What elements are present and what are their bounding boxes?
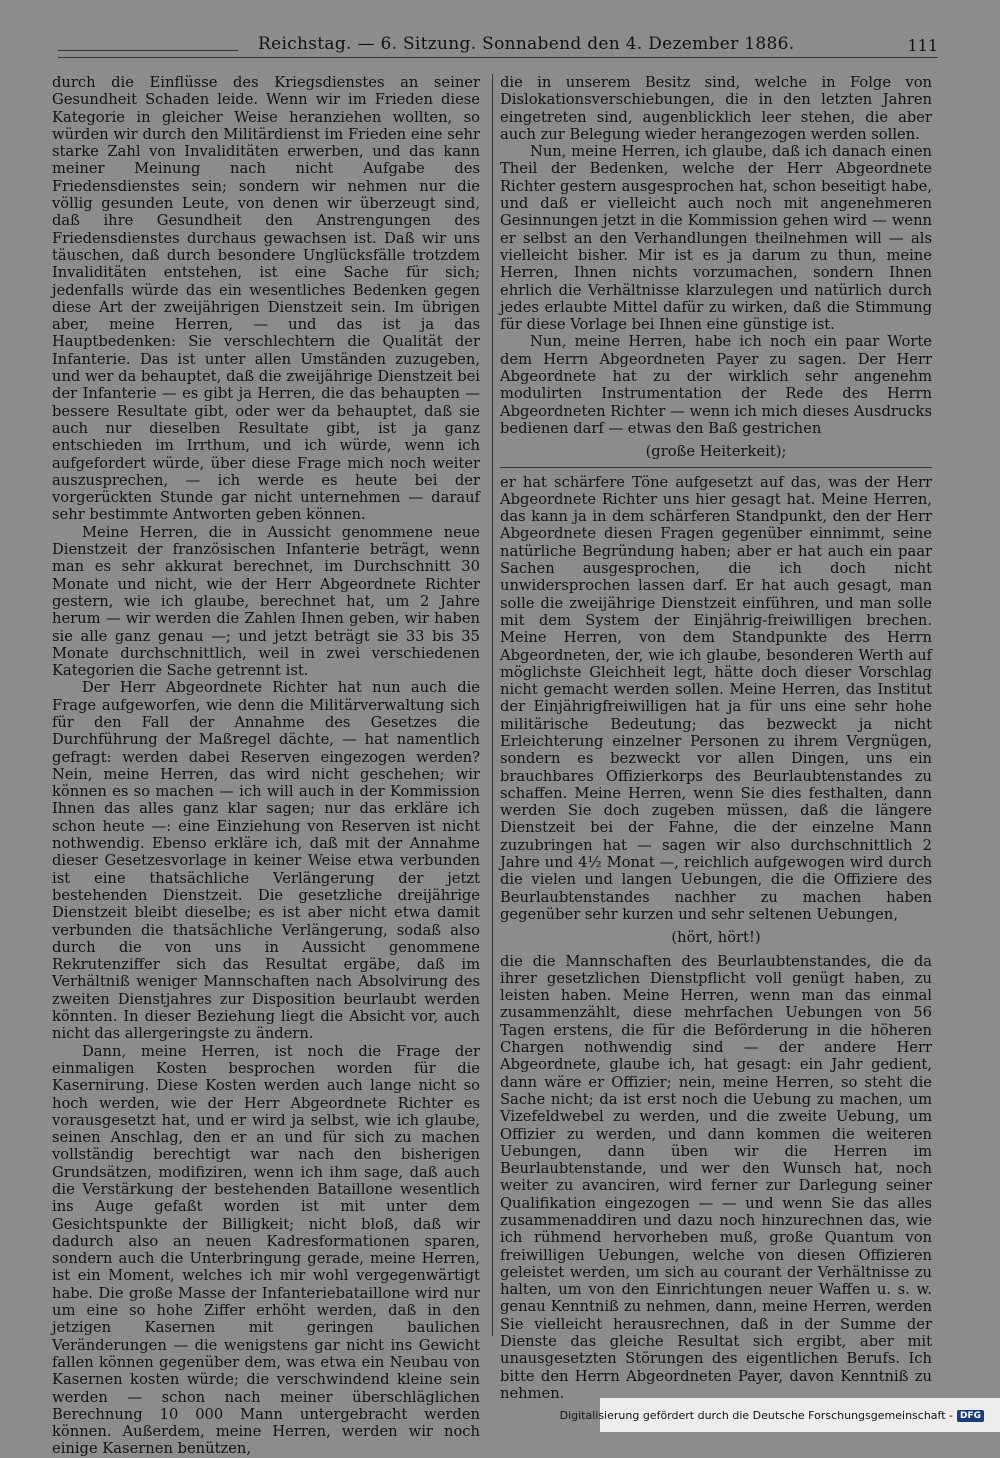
footer-text: Digitalisierung gefördert durch die Deutsche Forschungsgemeinschaft - — [559, 1409, 953, 1422]
interjection: (hört, hört!) — [671, 929, 761, 947]
dfg-logo: DFG — [957, 1410, 984, 1422]
paragraph: Nun, meine Herren, habe ich noch ein paar Worte dem Herrn Abgeordneten Payer zu sagen. Der Herr Abgeordnete hat zu der wirklich sehr angenehm modulirten Instrumentation der Rede des Herrn Abgeordneten Richter — wenn ich mich dieses Ausdrucks bedienen darf — etwas den Baß gestrichen — [500, 333, 932, 437]
column-divider — [492, 74, 493, 1336]
paragraph: Nun, meine Herren, ich glaube, daß ich danach einen Theil der Bedenken, welche der Herr Abgeordnete Richter gestern ausgesprochen hat, schon beseitigt habe, und daß er vielleicht auch noch mit angenehmeren Gesinnungen jetzt in die Kommission gehen wird — wenn er selbst an den Verhandlungen theilnehmen will — als vielleicht bisher. Mir ist es ja darum zu thun, meine Herren, Ihnen nichts vorzumachen, sondern Ihnen ehrlich die Verhältnisse klarzulegen und natürlich durch jedes erlaubte Mittel dafür zu wirken, daß die Stimmung für diese Vorlage bei Ihnen eine günstige ist. — [500, 143, 932, 334]
paragraph: Der Herr Abgeordnete Richter hat nun auch die Frage aufgeworfen, wie denn die Militärverwaltung sich für den Fall der Annahme des Gesetzes die Durchführung der Maßregel dächte, — hat namentlich gefragt: werden dabei Reserven eingezogen werden? Nein, meine Herren, das wird nicht geschehen; wir können es so machen — ich will auch in der Kommission Ihnen das alles ganz klar sagen; nur das erkläre ich schon heute —: eine Einziehung von Reserven ist nicht nothwendig. Ebenso erkläre ich, daß mit der Annahme dieser Gesetzesvorlage in keiner Weise etwa verbunden ist eine thatsächliche Verlängerung der jetzt bestehenden Dienstzeit. Die gesetzliche dreijährige Dienstzeit bleibt dieselbe; es ist aber nicht etwa damit verbunden die thatsächliche Verlängerung, sodaß also durch die von uns in Aussicht genommene Rekrutenziffer sich das Resultat ergäbe, daß im Verhältniß weniger Mannschaften nach Absolvirung des zweiten Dienstjahres zur Disposition beurlaubt werden könnten. In dieser Beziehung liegt die Absicht vor, auch nicht das allergeringste zu ändern. — [52, 679, 480, 1043]
left-column — [52, 74, 480, 1458]
page-header — [58, 30, 938, 60]
footer — [560, 1409, 984, 1422]
page-header-title: Reichstag. — 6. Sitzung. Sonnabend den 4. Dezember 1886. — [258, 34, 795, 54]
paragraph: Dann, meine Herren, ist noch die Frage der einmaligen Kosten besprochen worden für die Kasernirung. Diese Kosten werden auch lange nicht so hoch werden, wie der Herr Abgeordnete Richter es vorausgesetzt hat, und er wird ja selbst, wie ich glaube, seinen Anschlag, den er an und für sich zu machen vollständig berechtigt war nach den bisherigen Grundsätzen, modifiziren, wenn ich ihm sage, daß auch die Verstärkung der bestehenden Bataillone wesentlich ins Auge gefaßt worden ist mit unter dem Gesichtspunkte der Billigkeit; nicht bloß, daß wir dadurch also an neuen Kadresformationen sparen, sondern auch die Unterbringung gerade, meine Herren, ist ein Moment, welches ich mir wohl vergegenwärtigt habe. Die große Masse der Infanteriebataillone wird nur um eine so hohe Ziffer erhöht werden, daß in den jetzigen Kasernen mit geringen baulichen Veränderungen — die wenigstens gar nicht ins Gewicht fallen können gegenüber dem, was etwa ein Neubau von Kasernen kosten würde; die verschwindend kleine sein werden — schon nach meiner überschläglichen Berechnung 10 000 Mann untergebracht werden können. Außerdem, meine Herren, werden wir noch einige Kasernen benützen, — [52, 1042, 480, 1458]
paragraph: durch die Einflüsse des Kriegsdienstes an seiner Gesundheit Schaden leide. Wenn wir im Frieden diese Kategorie in gleicher Weise heranziehen wollten, so würden wir durch den Militärdienst im Frieden eine sehr starke Zahl von Invaliditäten erwerben, und das kann meiner Meinung nach nicht Aufgabe des Friedensdienstes sein; sondern wir nehmen nur die völlig gesunden Leute, von denen wir überzeugt sind, daß ihre Gesundheit den Anstrengungen des Friedensdienstes durchaus gewachsen ist. Daß wir uns täuschen, daß durch besondere Unglücksfälle trotzdem Invaliditäten entstehen, ist eine Sache für sich; jedenfalls würde das ein wesentliches Bedenken gegen diese Art der zweijährigen Dienstzeit sein. Im übrigen aber, meine Herren, — und das ist ja das Hauptbedenken: Sie verschlechtern die Qualität der Infanterie. Das ist unter allen Umständen zuzugeben, und wer da behauptet, daß die zweijährige Dienstzeit bei der Infanterie — es gibt ja Herren, die das behaupten — bessere Resultate gibt, oder wer da behauptet, daß sie auch nur dieselben Resultate gibt, ist ja ganz entschieden im Irrthum, und ich würde, wenn ich aufgefordert würde, über diese Frage mich noch weiter auszusprechen, — ich werde es heute bei der vorgerückten Stunde gar nicht unternehmen — darauf sehr bestimmte Antworten geben können. — [52, 74, 480, 524]
right-column — [500, 74, 932, 1402]
header-left-dash — [58, 50, 238, 51]
paragraph: er hat schärfere Töne aufgesetzt auf das, was der Herr Abgeordnete Richter uns hier gesagt hat. Meine Herren, das kann ja in dem schärferen Standpunkt, den der Herr Abgeordnete diesen Fragen gegenüber einnimmt, seine natürliche Begründung haben; aber er hat auch ein paar Sachen ausgesprochen, die ich doch nicht unwidersprochen lassen darf. Er hat auch gesagt, man solle die zweijährige Dienstzeit einführen, und man solle mit dem System der Einjährig-freiwilligen brechen. Meine Herren, von dem Standpunkte des Herrn Abgeordneten, der, wie ich glaube, besonderen Werth auf möglichste Gleichheit legt, hätte doch dieser Vorschlag nicht gemacht werden sollen. Meine Herren, das Institut der Einjährigfreiwilligen hat ja für uns eine sehr hohe militärische Bedeutung; das bezweckt ja nicht Erleichterung einzelner Personen zu ihrem Vergnügen, sondern es bezweckt vor allen Dingen, uns ein brauchbares Offizierkorps des Beurlaubtenstandes zu schaffen. Meine Herren, wenn Sie dies festhalten, dann werden Sie doch zugeben müssen, daß die längere Dienstzeit bei der Fahne, die der einzelne Mann zuzubringen hat — sagen wir also durchschnittlich 2 Jahre und 4½ Monat —, reichlich aufgewogen wird durch die vielen und langen Uebungen, die die Offiziere des Beurlaubtenstandes nachher zu machen haben gegenüber sehr kurzen und sehr seltenen Uebungen, — [500, 473, 932, 923]
header-rule — [58, 57, 938, 58]
section-rule — [500, 467, 932, 468]
paragraph: Meine Herren, die in Aussicht genommene neue Dienstzeit der französischen Infanterie beträgt, wenn man es sehr akkurat berechnet, im Durchschnitt 30 Monate und nicht, wie der Herr Abgeordnete Richter gestern, wie ich glaube, berechnet hat, um 2 Jahre herum — wir werden die Zahlen Ihnen geben, wir haben sie alle ganz genau —; und jetzt beträgt sie 33 bis 35 Monate durchschnittlich, weil in zwei verschiedenen Kategorien die Sache getrennt ist. — [52, 523, 480, 680]
paragraph: die in unserem Besitz sind, welche in Folge von Dislokationsverschiebungen, die in den letzten Jahren eingetreten sind, augenblicklich leer stehen, die aber auch zur Belegung wieder herangezogen werden sollen. — [500, 74, 932, 143]
interjection: (große Heiterkeit); — [645, 443, 787, 461]
paragraph: die die Mannschaften des Beurlaubtenstandes, die da ihrer gesetzlichen Dienstpflicht voll genügt haben, zu leisten haben. Meine Herren, wenn man das einmal zusammenzählt, diese mehrfachen Uebungen von 56 Tagen erstens, die für die Beförderung in die höheren Chargen nothwendig sind — der andere Herr Abgeordnete, glaube ich, hat gesagt: ein Jahr gedient, dann wäre er Offizier; nein, meine Herren, so steht die Sache nicht; da ist erst noch die Uebung zu machen, um Vizefeldwebel zu werden, und die zweite Uebung, um Offizier zu werden, und dann kommen die weiteren Uebungen, dann üben wir die Herren im Beurlaubtenstande, und wer den Wunsch hat, noch weiter zu avanciren, wird ferner zur Darlegung seiner Qualifikation eingezogen — — und wenn Sie das alles zusammenaddiren und dazu noch hinzurechnen das, wie ich rühmend hervorheben muß, große Quantum von freiwilligen Uebungen, welche von diesen Offizieren geleistet werden, um sich au courant der Verhältnisse zu halten, um von den Einrichtungen neuer Waffen u. s. w. genau Kenntniß zu nehmen, dann, meine Herren, werden Sie vielleicht herausrechnen, daß in der Summe der Dienste das gleiche Resultat sich ergibt, aber mit unausgesetzten Störungen des eigentlichen Berufs. Ich bitte den Herrn Abgeordneten Payer, davon Kenntniß zu nehmen. — [500, 952, 932, 1402]
page-number: 111 — [907, 36, 938, 55]
